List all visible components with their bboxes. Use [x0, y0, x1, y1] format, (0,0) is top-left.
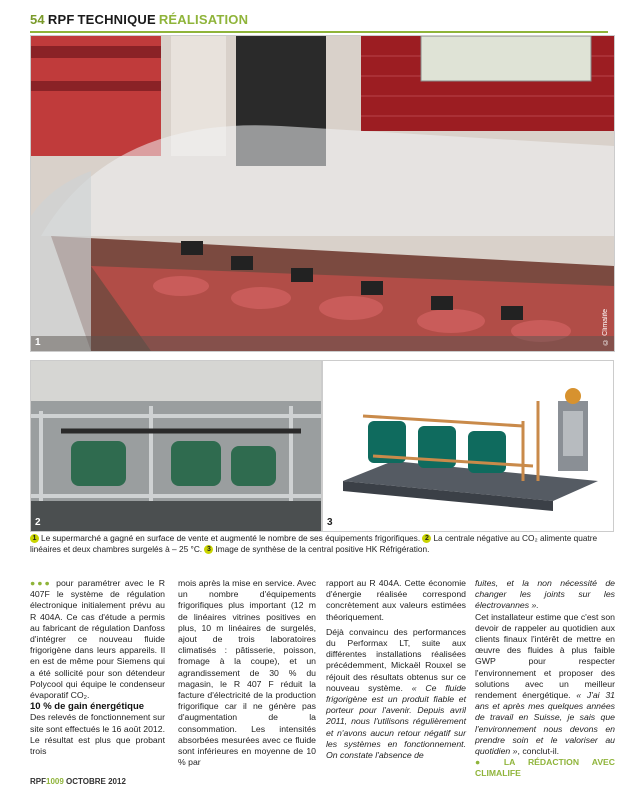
photo-number: 3: [327, 517, 333, 528]
subsection-label: RÉALISATION: [158, 12, 249, 27]
col4-quote: « J'ai 31 ans et après mes quelques années de travail en Suisse, je sais que l'environnement nous devons en prendre soin et le valoriser au quotidien »: [475, 690, 615, 757]
photo-number: 2: [35, 517, 41, 528]
header-rule: [30, 31, 608, 33]
text-column-2: [178, 578, 316, 768]
page-footer: [30, 777, 126, 786]
synthesis-illustration: [323, 361, 613, 531]
author-signature: ● LA RÉDACTION AVEC CLIMALIFE: [475, 757, 615, 779]
caption-badge: 3: [204, 545, 213, 554]
col4-paragraph: Cet installateur estime que c'est son devoir de rappeler au quotidien aux clients finaux l'intérêt de mettre en œuvre des fluides à plus faible GWP pour respecter l'environnement et proposer des solutions avec un meilleur rendement énergétique.: [475, 611, 615, 701]
caption-badge: 2: [422, 534, 431, 543]
col2-paragraph-1: mois après la mise en service. Avec un nombre d'équipements frigorifiques plus important (12 m de linéaires vitrines positives en plus, 10 m linéaires de surgelés, ajout de trois laboratoires climatisés : pâtisserie, poisson, fromage à la coupe), et un agrandissement de 30 % du magasin, le R 407 F réduit la facture d'électricité de la production frigorifique car il ne génère pas d'augmentation de la consommation. Les intensités absorbées mesurées avec ce fluide sont inférieures en moyenne de 10 % par: [178, 578, 316, 768]
photo-co2-unit: [30, 360, 322, 532]
counter-illustration: [31, 36, 614, 351]
col3-paragraph-1: rapport au R 404A. Cette économie d'énergie réalisée correspond concrètement aux valeurs estimées théoriquement.: [326, 578, 466, 622]
footer-issue: 1009: [46, 777, 64, 786]
photo-hk-synthesis: [322, 360, 614, 532]
col1-paragraph-1: pour paramétrer avec le R 407F le système de régulation électronique initialement prévu au R 404A. Ce cas d'étude a permis au fabricant de régulation Danfoss d'intégrer ce nouveau fluide frigorigène dans leurs appareils. Il en est de même pour Siemens qui a été sollicité pour son détendeur Polycool qui équipe le condenseur évaporatif CO₂.: [30, 578, 165, 701]
brand: RPF: [47, 12, 75, 27]
caption-text-2: La centrale négative au CO₂ alimente quatre linéaires et deux chambres surgelés à – 25 °C.: [30, 533, 598, 554]
text-column-3: [326, 578, 466, 761]
caption-text-1: Le supermarché a gagné en surface de vente et augmenté le nombre de ses équipements frigorifiques.: [41, 533, 421, 543]
col1-paragraph-2: Des relevés de fonctionnement sur site sont effectués le 16 août 2012. Le résultat est plus que probant trois: [30, 712, 165, 757]
photo-credit: © Climalife: [602, 309, 609, 345]
section-label: TECHNIQUE: [77, 12, 156, 27]
subheading-energy-gain: 10 % de gain énergétique: [30, 701, 145, 713]
col3-paragraph-2: Déjà convaincu des performances du Performax LT, suite aux différentes installations réalisées précédemment, Mickaël Rouxel se réjouit des résultats obtenus sur ce nouveau système.: [326, 626, 466, 693]
col4-quote-end: fuites, et la non nécessité de changer les joints sur les électrovannes ».: [475, 578, 615, 611]
photo-caption: [30, 533, 613, 555]
page-number: 54: [30, 12, 45, 27]
col3-quote: « Ce fluide frigorigène est un produit fiable et porteur pour l'avenir. Depuis avril 2011, nous l'utilisons régulièrement et n'avons aucun retour négatif sur les systèmes en fonctionnement. On constate l'absence de: [326, 682, 466, 761]
text-column-4: [475, 578, 615, 780]
footer-date: OCTOBRE 2012: [66, 777, 126, 786]
lead-dots: ●●●: [30, 578, 52, 588]
page-header: [30, 12, 248, 32]
photo-supermarket-counter: [30, 35, 615, 352]
col4-conclusion: , conclut-il.: [517, 746, 560, 757]
photo-number: 1: [35, 337, 41, 348]
text-column-1: [30, 578, 165, 757]
caption-text-3: Image de synthèse de la central positive HK Réfrigération.: [215, 544, 430, 554]
unit-illustration: [31, 361, 321, 531]
footer-mag: RPF: [30, 777, 46, 786]
caption-badge: 1: [30, 534, 39, 543]
